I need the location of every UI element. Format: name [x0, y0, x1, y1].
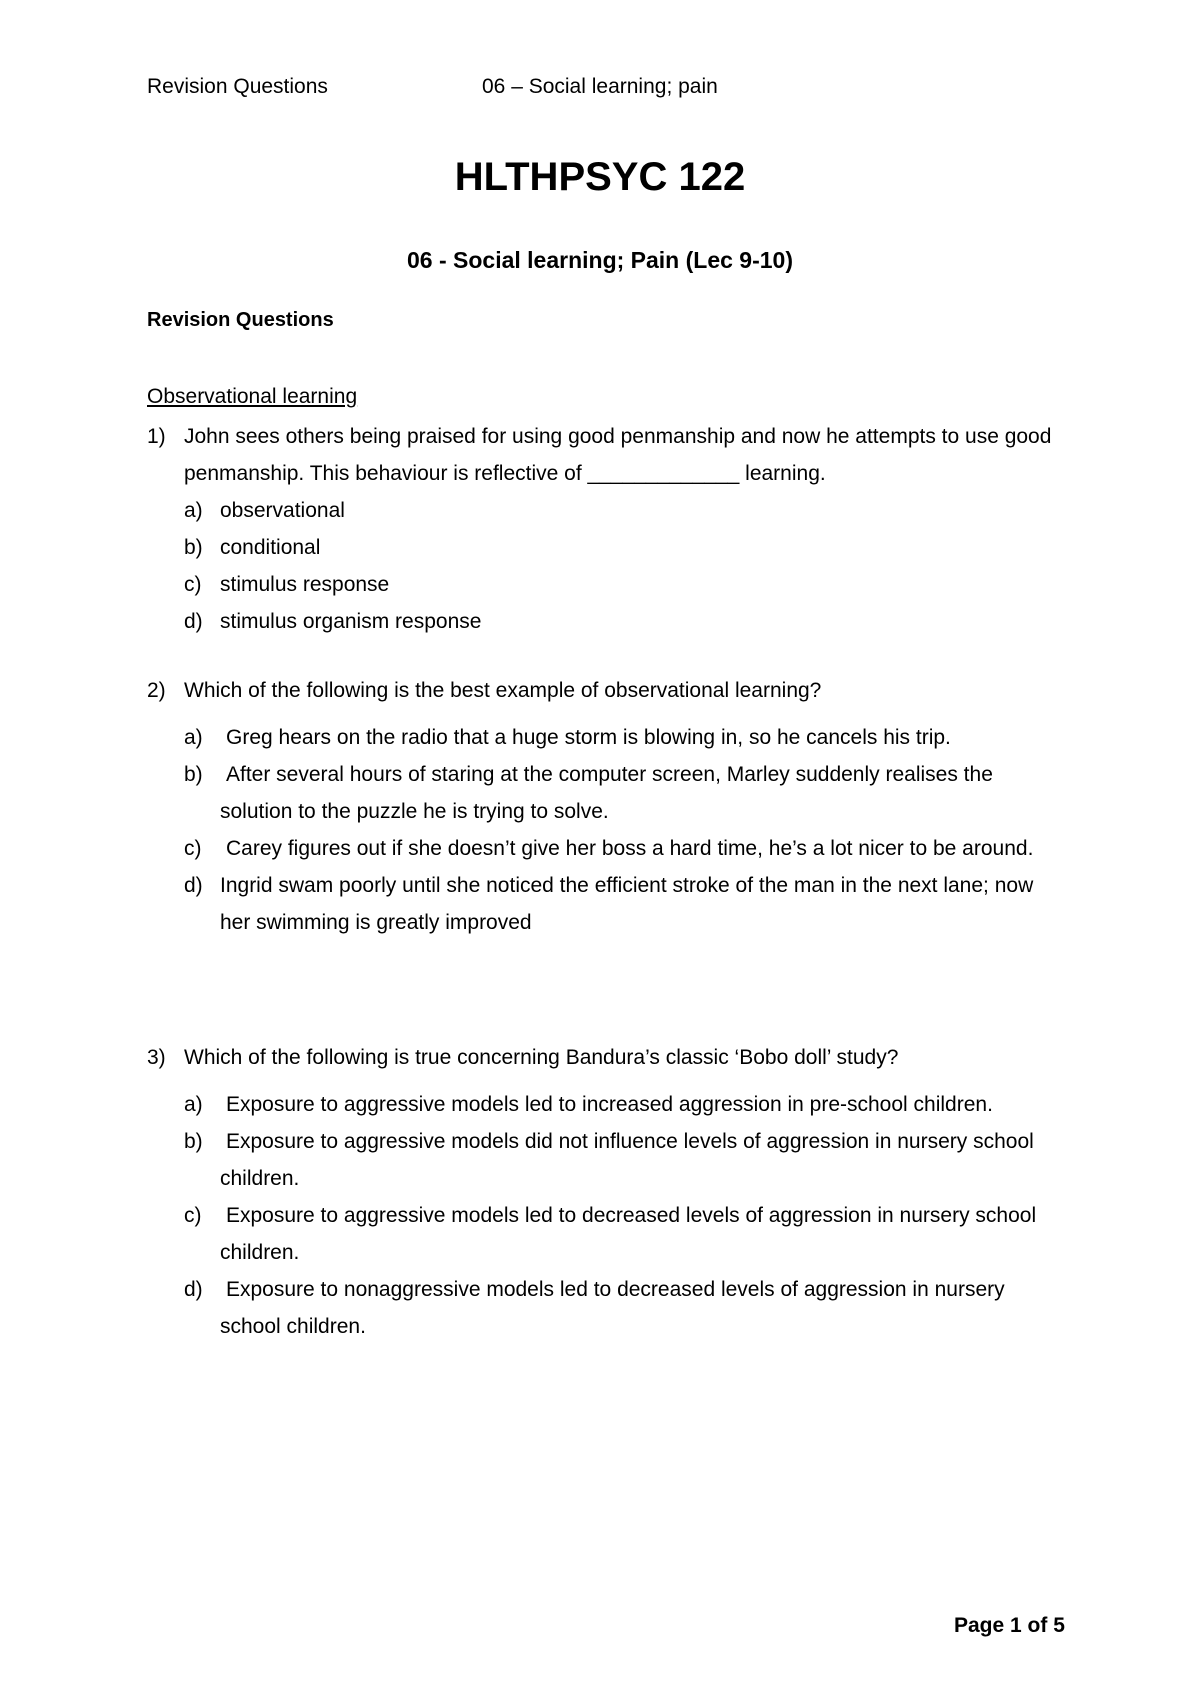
question-3 — [147, 1039, 1067, 1345]
answer-option — [147, 867, 1067, 941]
option-letter: d) — [184, 874, 203, 897]
option-letter: b) — [184, 1130, 203, 1153]
answer-option — [147, 566, 1067, 603]
question-stem — [147, 672, 1067, 709]
option-text: stimulus response — [220, 573, 390, 596]
option-text: observational — [220, 499, 345, 522]
section-heading: Observational learning — [147, 385, 358, 408]
answer-option — [147, 1197, 1067, 1271]
question-stem — [147, 1039, 1067, 1076]
answer-options — [147, 492, 1067, 640]
option-letter: a) — [184, 726, 203, 749]
section-label: Revision Questions — [147, 309, 334, 331]
answer-option — [147, 492, 1067, 529]
answer-option — [147, 1086, 1067, 1123]
option-letter: d) — [184, 610, 203, 633]
question-number: 3) — [147, 1046, 166, 1069]
answer-options — [147, 1086, 1067, 1345]
question-stem — [147, 418, 1067, 492]
option-text: Exposure to aggressive models led to decreased levels of aggression in nursery school children. — [220, 1204, 1037, 1264]
option-letter: b) — [184, 763, 203, 786]
option-text: Exposure to aggressive models did not influence levels of aggression in nursery school children. — [220, 1130, 1034, 1190]
question-1 — [147, 418, 1067, 640]
question-text: John sees others being praised for using good penmanship and now he attempts to use good penmanship. This behaviour is reflective of _____________ learning. — [184, 425, 1052, 485]
option-text: After several hours of staring at the computer screen, Marley suddenly realises the solution to the puzzle he is trying to solve. — [220, 763, 993, 823]
option-text: Carey figures out if she doesn’t give her boss a hard time, he’s a lot nicer to be around. — [226, 837, 1034, 860]
question-text: Which of the following is true concerning Bandura’s classic ‘Bobo doll’ study? — [184, 1046, 899, 1069]
option-letter: a) — [184, 499, 203, 522]
option-text: Exposure to aggressive models led to increased aggression in pre-school children. — [226, 1093, 993, 1116]
option-letter: d) — [184, 1278, 203, 1301]
answer-option — [147, 1271, 1067, 1345]
question-text: Which of the following is the best example of observational learning? — [184, 679, 822, 702]
option-letter: c) — [184, 1204, 202, 1227]
option-letter: b) — [184, 536, 203, 559]
question-2 — [147, 672, 1067, 941]
answer-option — [147, 1123, 1067, 1197]
topic-subtitle: 06 - Social learning; Pain (Lec 9-10) — [406, 247, 793, 273]
running-header-right: 06 – Social learning; pain — [482, 75, 718, 98]
option-text: Ingrid swam poorly until she noticed the efficient stroke of the man in the next lane; now her swimming is greatly improved — [220, 874, 1034, 934]
question-number: 2) — [147, 679, 166, 702]
option-text: stimulus organism response — [220, 610, 482, 633]
question-number: 1) — [147, 425, 166, 448]
running-header-left: Revision Questions — [147, 75, 328, 98]
option-letter: a) — [184, 1093, 203, 1116]
answer-options — [147, 719, 1067, 941]
page-number: Page 1 of 5 — [954, 1614, 1065, 1637]
option-letter: c) — [184, 573, 202, 596]
option-text: conditional — [220, 536, 321, 559]
answer-option — [147, 830, 1067, 867]
answer-option — [147, 529, 1067, 566]
answer-option — [147, 719, 1067, 756]
option-text: Greg hears on the radio that a huge storm is blowing in, so he cancels his trip. — [226, 726, 951, 749]
option-text: Exposure to nonaggressive models led to decreased levels of aggression in nursery school children. — [220, 1278, 1005, 1338]
answer-option — [147, 756, 1067, 830]
course-title: HLTHPSYC 122 — [454, 155, 746, 199]
option-letter: c) — [184, 837, 202, 860]
answer-option — [147, 603, 1067, 640]
